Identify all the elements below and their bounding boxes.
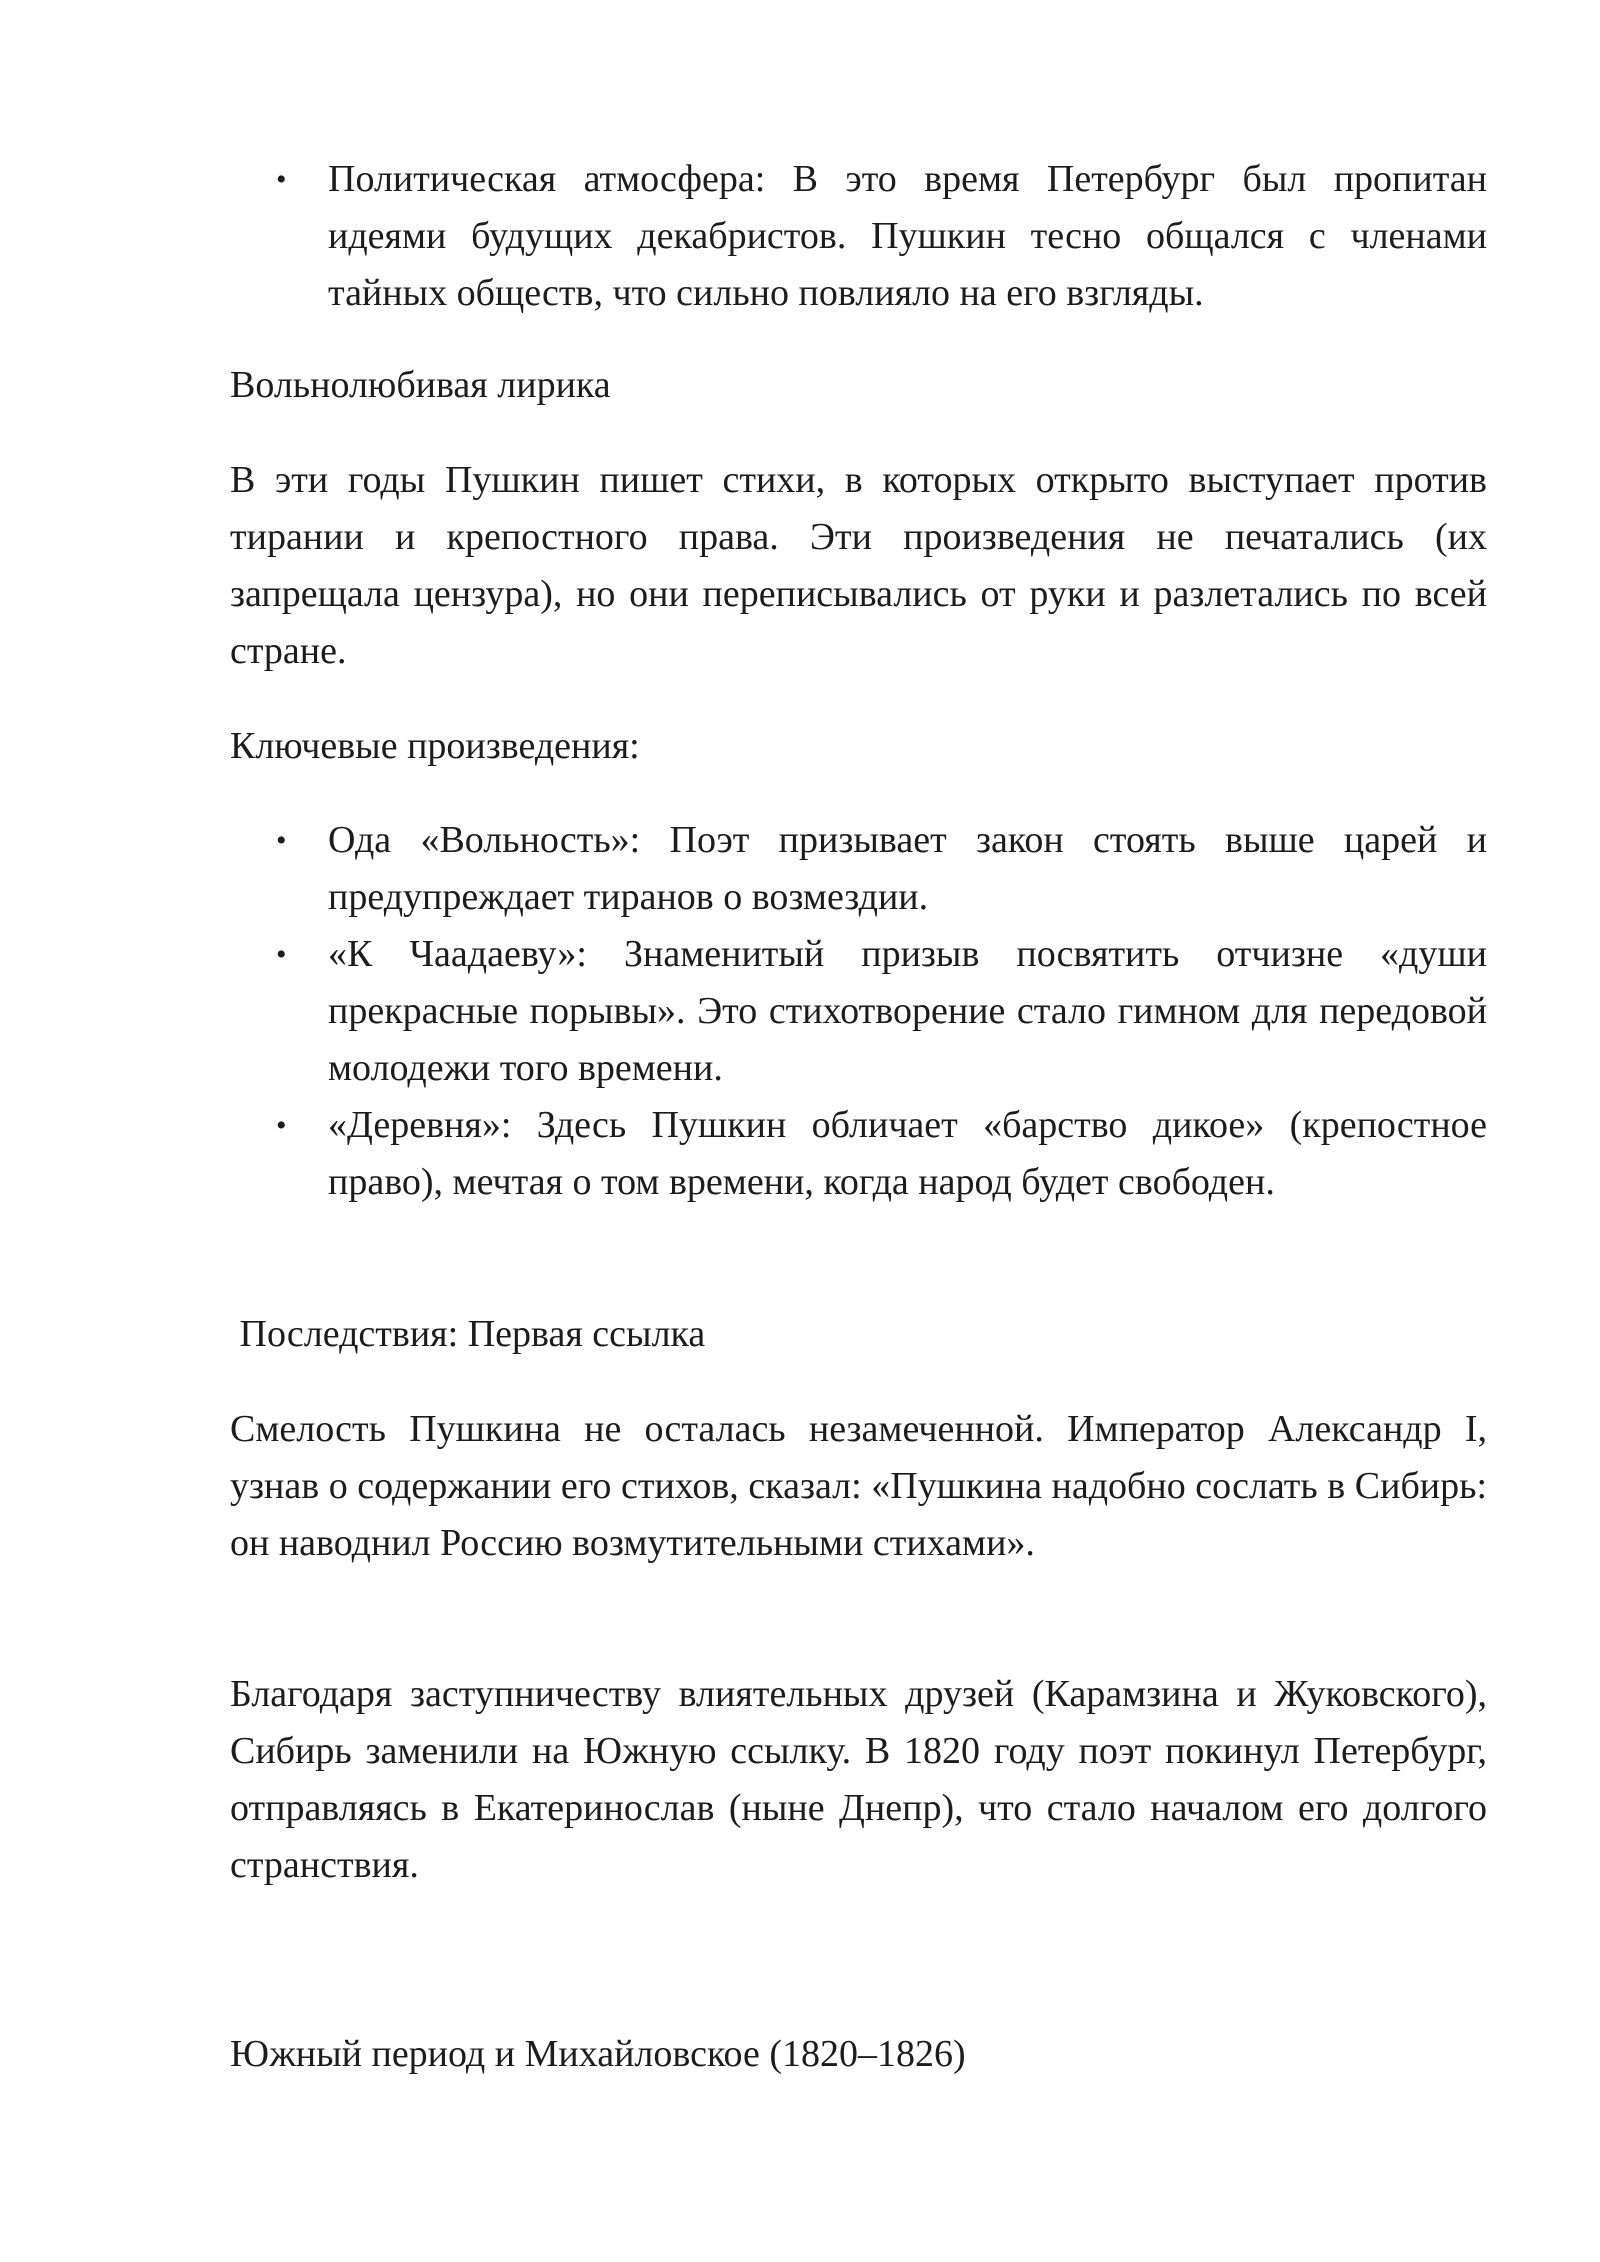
list-item — [230, 926, 1487, 1097]
paragraph-exile-2: Благодаря заступничеству влиятельных друзей (Карамзина и Жуковского), Сибирь заменили на Южную ссылку. В 1820 году поэт покинул Петербург, отправляясь в Екатеринослав (ныне Днепр), что стало началом его долгого странствия. — [230, 1673, 1487, 1886]
list-item — [230, 151, 1487, 322]
bullet-marker: • — [276, 938, 287, 971]
list-item-text: «К Чаадаеву»: Знаменитый призыв посвятить отчизне «души прекрасные порывы». Это стихотворение стало гимном для передовой молодежи того времени. — [328, 933, 1487, 1089]
key-works-heading: Ключевые произведения: — [230, 725, 640, 767]
paragraph-exile-1: Смелость Пушкина не осталась незамеченной. Император Александр I, узнав о содержании его стихов, сказал: «Пушкина надобно сослать в Сибирь: он наводнил Россию возмутительными стихами». — [230, 1408, 1487, 1564]
intro-list — [230, 151, 1487, 322]
section-heading-exile: Последствия: Первая ссылка — [230, 1313, 706, 1355]
section-heading-lyrics: Вольнолюбивая лирика — [230, 364, 611, 406]
bullet-marker: • — [276, 1109, 287, 1142]
section-heading-south: Южный период и Михайловское (1820–1826) — [230, 2033, 966, 2075]
list-item-text: Политическая атмосфера: В это время Петербург был пропитан идеями будущих декабристов. Пушкин тесно общался с членами тайных обществ, что сильно повлияло на его взгляды. — [328, 158, 1487, 314]
list-item-text: Ода «Вольность»: Поэт призывает закон стоять выше царей и предупреждает тиранов о возмездии. — [328, 819, 1487, 918]
paragraph-lyrics: В эти годы Пушкин пишет стихи, в которых открыто выступает против тирании и крепостного права. Эти произведения не печатались (их запрещала цензура), но они переписывались от руки и разлетались по всей стране. — [230, 459, 1487, 672]
key-works-list — [230, 812, 1487, 1211]
list-item-text: «Деревня»: Здесь Пушкин обличает «барство дикое» (крепостное право), мечтая о том времени, когда народ будет свободен. — [328, 1104, 1487, 1203]
bullet-marker: • — [276, 163, 287, 196]
bullet-marker: • — [276, 824, 287, 857]
list-item — [230, 812, 1487, 926]
list-item — [230, 1097, 1487, 1211]
